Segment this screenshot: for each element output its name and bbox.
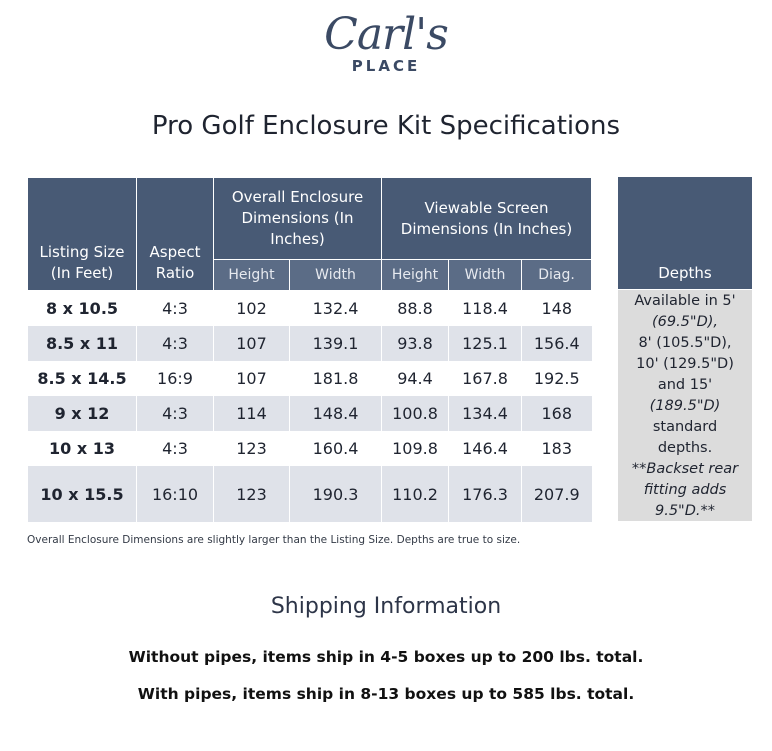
cell-listing-size: 8.5 x 11 xyxy=(28,326,137,361)
cell-overall-width: 160.4 xyxy=(290,431,382,466)
cell-overall-height: 123 xyxy=(214,431,290,466)
depths-line: and 15' xyxy=(657,377,713,393)
cell-overall-height: 123 xyxy=(214,466,290,522)
depths-line: (69.5"D), xyxy=(651,314,719,330)
cell-viewable-diag: 156.4 xyxy=(522,326,592,361)
cell-viewable-height: 94.4 xyxy=(382,361,449,396)
depths-header: Depths xyxy=(618,177,752,289)
table-row xyxy=(28,326,592,361)
header-overall-width: Width xyxy=(290,260,382,291)
cell-aspect-ratio: 4:3 xyxy=(137,396,214,431)
header-overall-height: Height xyxy=(214,260,290,291)
header-viewable-width: Width xyxy=(449,260,522,291)
header-aspect-ratio: Aspect Ratio xyxy=(137,178,214,291)
table-row xyxy=(28,431,592,466)
cell-overall-width: 148.4 xyxy=(290,396,382,431)
cell-viewable-width: 167.8 xyxy=(449,361,522,396)
cell-overall-height: 102 xyxy=(214,291,290,327)
cell-aspect-ratio: 16:10 xyxy=(137,466,214,522)
table-row xyxy=(28,396,592,431)
cell-listing-size: 9 x 12 xyxy=(28,396,137,431)
depths-line: (189.5"D) xyxy=(649,398,721,414)
cell-aspect-ratio: 4:3 xyxy=(137,326,214,361)
cell-viewable-diag: 168 xyxy=(522,396,592,431)
header-viewable-dimensions: Viewable Screen Dimensions (In Inches) xyxy=(382,178,592,260)
cell-viewable-diag: 192.5 xyxy=(522,361,592,396)
header-listing-size: Listing Size (In Feet) xyxy=(28,178,137,291)
header-viewable-diag: Diag. xyxy=(522,260,592,291)
cell-viewable-height: 88.8 xyxy=(382,291,449,327)
page-title: Pro Golf Enclosure Kit Specifications xyxy=(151,111,621,141)
cell-aspect-ratio: 4:3 xyxy=(137,291,214,327)
depths-line: standard xyxy=(652,419,718,435)
cell-viewable-width: 134.4 xyxy=(449,396,522,431)
header-overall-dimensions: Overall Enclosure Dimensions (In Inches) xyxy=(214,178,382,260)
cell-viewable-diag: 148 xyxy=(522,291,592,327)
brand-logo xyxy=(0,8,772,74)
cell-viewable-height: 110.2 xyxy=(382,466,449,522)
cell-overall-width: 139.1 xyxy=(290,326,382,361)
shipping-line-with-pipes: With pipes, items ship in 8-13 boxes up to 585 lbs. total. xyxy=(137,685,635,703)
cell-viewable-width: 125.1 xyxy=(449,326,522,361)
table-row xyxy=(28,291,592,327)
cell-viewable-width: 146.4 xyxy=(449,431,522,466)
spec-table xyxy=(27,177,592,522)
depths-line: 10' (129.5"D) xyxy=(636,356,734,372)
cell-listing-size: 10 x 15.5 xyxy=(28,466,137,522)
shipping-line-without-pipes: Without pipes, items ship in 4-5 boxes up to 200 lbs. total. xyxy=(128,648,644,666)
cell-listing-size: 8.5 x 14.5 xyxy=(28,361,137,396)
cell-viewable-height: 109.8 xyxy=(382,431,449,466)
depths-line: fitting adds xyxy=(643,482,727,498)
cell-overall-height: 114 xyxy=(214,396,290,431)
depths-note xyxy=(618,290,752,521)
logo-script-text: Carl's xyxy=(324,9,448,60)
cell-overall-width: 132.4 xyxy=(290,291,382,327)
cell-overall-height: 107 xyxy=(214,361,290,396)
depths-line: Available in 5' xyxy=(634,293,736,309)
cell-viewable-height: 93.8 xyxy=(382,326,449,361)
cell-overall-width: 190.3 xyxy=(290,466,382,522)
cell-overall-width: 181.8 xyxy=(290,361,382,396)
cell-viewable-width: 176.3 xyxy=(449,466,522,522)
cell-viewable-diag: 207.9 xyxy=(522,466,592,522)
table-row xyxy=(28,466,592,522)
depths-line: 9.5"D.** xyxy=(654,503,715,519)
logo-sub-text: PLACE xyxy=(351,57,421,75)
depths-line: **Backset rear xyxy=(631,461,739,477)
cell-viewable-width: 118.4 xyxy=(449,291,522,327)
cell-aspect-ratio: 16:9 xyxy=(137,361,214,396)
cell-viewable-diag: 183 xyxy=(522,431,592,466)
table-footnote: Overall Enclosure Dimensions are slightly larger than the Listing Size. Depths are true to size. xyxy=(27,534,521,546)
cell-listing-size: 8 x 10.5 xyxy=(28,291,137,327)
cell-overall-height: 107 xyxy=(214,326,290,361)
depths-line: depths. xyxy=(657,440,713,456)
cell-viewable-height: 100.8 xyxy=(382,396,449,431)
depths-line: 8' (105.5"D), xyxy=(638,335,732,351)
header-viewable-height: Height xyxy=(382,260,449,291)
cell-aspect-ratio: 4:3 xyxy=(137,431,214,466)
shipping-title: Shipping Information xyxy=(270,594,502,619)
table-row xyxy=(28,361,592,396)
cell-listing-size: 10 x 13 xyxy=(28,431,137,466)
